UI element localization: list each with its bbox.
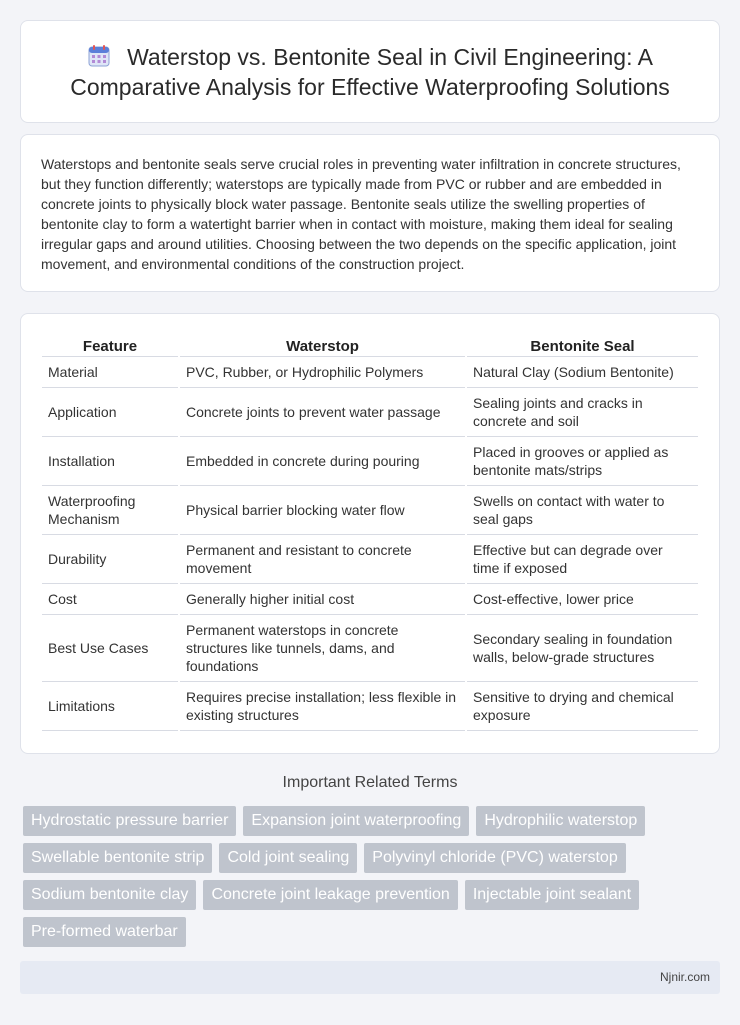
intro-card xyxy=(20,134,720,292)
footer-site[interactable]: Njnir.com xyxy=(659,970,710,984)
related-term-tag[interactable]: Hydrostatic pressure barrier xyxy=(23,806,236,836)
bentonite-cell: Sensitive to drying and chemical exposure xyxy=(467,682,698,731)
footer xyxy=(20,961,720,994)
table-row xyxy=(42,357,698,388)
table-header-row xyxy=(42,334,698,357)
table-row xyxy=(42,682,698,731)
waterstop-cell: Requires precise installation; less flexible in existing structures xyxy=(180,682,465,731)
feature-cell: Limitations xyxy=(42,682,178,731)
feature-cell: Durability xyxy=(42,535,178,584)
table-row xyxy=(42,535,698,584)
header-feature: Feature xyxy=(42,334,178,357)
table-row xyxy=(42,486,698,535)
waterstop-cell: Generally higher initial cost xyxy=(180,584,465,615)
table-row xyxy=(42,584,698,615)
bentonite-cell: Placed in grooves or applied as bentonite mats/strips xyxy=(467,437,698,486)
related-term-tag[interactable]: Expansion joint waterproofing xyxy=(243,806,469,836)
page-title xyxy=(40,42,700,102)
related-term-tag[interactable]: Swellable bentonite strip xyxy=(23,843,212,873)
related-terms-title: Important Related Terms xyxy=(282,774,458,791)
bentonite-cell: Swells on contact with water to seal gaps xyxy=(467,486,698,535)
waterstop-cell: Permanent and resistant to concrete movement xyxy=(180,535,465,584)
waterstop-cell: Embedded in concrete during pouring xyxy=(180,437,465,486)
table-row xyxy=(42,388,698,437)
waterstop-cell: Physical barrier blocking water flow xyxy=(180,486,465,535)
bentonite-cell: Cost-effective, lower price xyxy=(467,584,698,615)
intro-text: Waterstops and bentonite seals serve crucial roles in preventing water infiltration in concrete structures, but they function differently; waterstops are typically made from PVC or rubber and are embedded in concrete joints to physically block water passage. Bentonite seals utilize the swelling properties of bentonite clay to form a watertight barrier when in contact with moisture, making them ideal for sealing irregular gaps and around utilities. Choosing between the two depends on the specific application, joint movement, and environmental conditions of the construction project. xyxy=(41,156,681,272)
related-term-tag[interactable]: Sodium bentonite clay xyxy=(23,880,196,910)
related-term-tag[interactable]: Cold joint sealing xyxy=(219,843,357,873)
table-row xyxy=(42,437,698,486)
feature-cell: Material xyxy=(42,357,178,388)
feature-cell: Application xyxy=(42,388,178,437)
feature-cell: Cost xyxy=(42,584,178,615)
feature-cell: Waterproofing Mechanism xyxy=(42,486,178,535)
waterstop-cell: Permanent waterstops in concrete structures like tunnels, dams, and foundations xyxy=(180,615,465,682)
bentonite-cell: Natural Clay (Sodium Bentonite) xyxy=(467,357,698,388)
related-term-tag[interactable]: Concrete joint leakage prevention xyxy=(203,880,457,910)
bentonite-cell: Sealing joints and cracks in concrete and soil xyxy=(467,388,698,437)
bentonite-cell: Secondary sealing in foundation walls, below-grade structures xyxy=(467,615,698,682)
feature-cell: Best Use Cases xyxy=(42,615,178,682)
header-bentonite-seal: Bentonite Seal xyxy=(467,334,698,357)
waterstop-cell: PVC, Rubber, or Hydrophilic Polymers xyxy=(180,357,465,388)
related-term-tag[interactable]: Polyvinyl chloride (PVC) waterstop xyxy=(364,843,625,873)
table-row xyxy=(42,615,698,682)
related-term-tag[interactable]: Hydrophilic waterstop xyxy=(476,806,645,836)
related-terms-list xyxy=(23,806,723,947)
header-waterstop: Waterstop xyxy=(180,334,465,357)
comparison-table xyxy=(40,334,700,731)
page-title-text: Waterstop vs. Bentonite Seal in Civil Engineering: A Comparative Analysis for Effective Waterproofing Solutions xyxy=(70,43,670,100)
title-card xyxy=(20,20,720,123)
comparison-table-card xyxy=(20,313,720,754)
related-term-tag[interactable]: Pre-formed waterbar xyxy=(23,917,186,947)
feature-cell: Installation xyxy=(42,437,178,486)
waterstop-cell: Concrete joints to prevent water passage xyxy=(180,388,465,437)
related-term-tag[interactable]: Injectable joint sealant xyxy=(465,880,639,910)
bentonite-cell: Effective but can degrade over time if exposed xyxy=(467,535,698,584)
calendar-icon xyxy=(87,44,111,68)
